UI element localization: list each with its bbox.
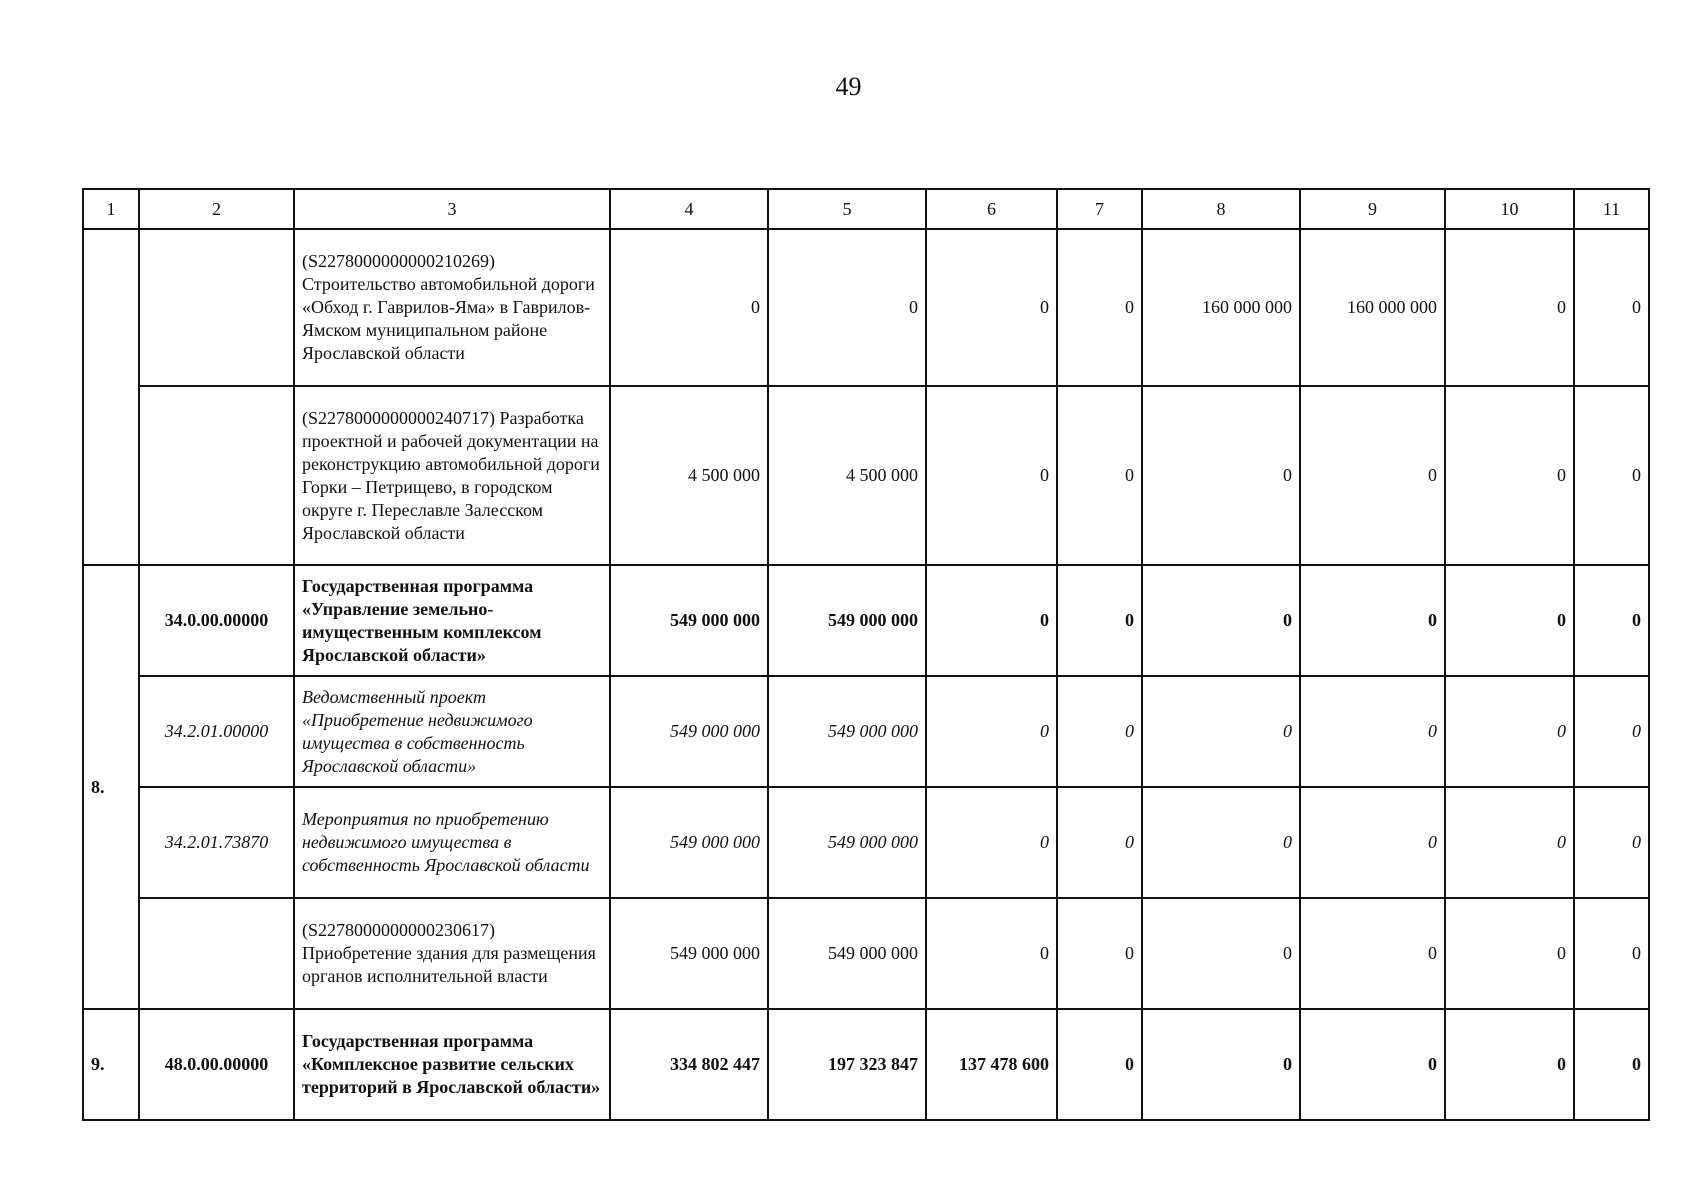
row-code: 34.0.00.00000 (139, 565, 294, 676)
value-cell: 0 (1445, 787, 1574, 898)
value-cell: 4 500 000 (610, 386, 768, 565)
value-cell: 0 (1300, 565, 1445, 676)
value-cell: 0 (926, 676, 1057, 787)
value-cell: 0 (1445, 676, 1574, 787)
value-cell: 0 (1057, 898, 1142, 1009)
column-header: 7 (1057, 189, 1142, 229)
row-description: Государственная программа «Комплексное развитие сельских территорий в Ярославской области» (294, 1009, 610, 1120)
row-code (139, 229, 294, 386)
row-number: 9. (83, 1009, 139, 1120)
value-cell: 549 000 000 (610, 787, 768, 898)
value-cell: 0 (1300, 676, 1445, 787)
table-row (83, 1009, 1649, 1120)
value-cell: 549 000 000 (610, 898, 768, 1009)
table-row (83, 898, 1649, 1009)
column-header: 9 (1300, 189, 1445, 229)
value-cell: 549 000 000 (768, 565, 926, 676)
value-cell: 0 (1142, 1009, 1300, 1120)
value-cell: 0 (1445, 386, 1574, 565)
budget-table (82, 188, 1650, 1121)
value-cell: 160 000 000 (1300, 229, 1445, 386)
value-cell: 0 (1057, 1009, 1142, 1120)
column-header: 3 (294, 189, 610, 229)
row-description: Мероприятия по приобретению недвижимого имущества в собственность Ярославской области (294, 787, 610, 898)
value-cell: 0 (1574, 565, 1649, 676)
value-cell: 0 (1057, 229, 1142, 386)
table-header-row (83, 189, 1649, 229)
row-code: 34.2.01.73870 (139, 787, 294, 898)
row-description: (S2278000000000240717) Разработка проектной и рабочей документации на реконструкцию автомобильной дороги Горки – Петрищево, в городском округе г. Переславле Залесском Ярославской области (294, 386, 610, 565)
value-cell: 0 (1300, 787, 1445, 898)
row-code (139, 898, 294, 1009)
table-row (83, 386, 1649, 565)
table-row (83, 676, 1649, 787)
column-header: 2 (139, 189, 294, 229)
value-cell: 0 (926, 565, 1057, 676)
value-cell: 0 (1142, 565, 1300, 676)
row-description: (S2278000000000210269) Строительство автомобильной дороги «Обход г. Гаврилов-Яма» в Гаврилов-Ямском муниципальном районе Ярославской области (294, 229, 610, 386)
column-header: 10 (1445, 189, 1574, 229)
value-cell: 549 000 000 (610, 565, 768, 676)
value-cell: 4 500 000 (768, 386, 926, 565)
value-cell: 0 (926, 898, 1057, 1009)
value-cell: 0 (1142, 676, 1300, 787)
value-cell: 0 (1445, 898, 1574, 1009)
value-cell: 137 478 600 (926, 1009, 1057, 1120)
value-cell: 334 802 447 (610, 1009, 768, 1120)
value-cell: 0 (926, 386, 1057, 565)
value-cell: 0 (1574, 787, 1649, 898)
page-number: 49 (835, 72, 862, 101)
value-cell: 0 (1445, 1009, 1574, 1120)
value-cell: 0 (1574, 676, 1649, 787)
column-header: 5 (768, 189, 926, 229)
row-number (83, 229, 139, 565)
value-cell: 0 (1057, 565, 1142, 676)
value-cell: 0 (1142, 386, 1300, 565)
value-cell: 549 000 000 (610, 676, 768, 787)
value-cell: 0 (1057, 386, 1142, 565)
value-cell: 0 (1445, 229, 1574, 386)
value-cell: 0 (1300, 386, 1445, 565)
table-row (83, 229, 1649, 386)
value-cell: 0 (768, 229, 926, 386)
column-header: 4 (610, 189, 768, 229)
value-cell: 160 000 000 (1142, 229, 1300, 386)
value-cell: 0 (1300, 898, 1445, 1009)
value-cell: 0 (1574, 229, 1649, 386)
row-code: 34.2.01.00000 (139, 676, 294, 787)
row-description: Ведомственный проект «Приобретение недвижимого имущества в собственность Ярославской области» (294, 676, 610, 787)
column-header: 11 (1574, 189, 1649, 229)
value-cell: 0 (1574, 386, 1649, 565)
value-cell: 0 (1142, 898, 1300, 1009)
row-number: 8. (83, 565, 139, 1009)
row-description: (S2278000000000230617) Приобретение здания для размещения органов исполнительной власти (294, 898, 610, 1009)
column-header: 8 (1142, 189, 1300, 229)
value-cell: 549 000 000 (768, 676, 926, 787)
value-cell: 0 (926, 229, 1057, 386)
column-header: 6 (926, 189, 1057, 229)
row-code: 48.0.00.00000 (139, 1009, 294, 1120)
value-cell: 549 000 000 (768, 898, 926, 1009)
table-row (83, 787, 1649, 898)
value-cell: 0 (1142, 787, 1300, 898)
value-cell: 0 (1445, 565, 1574, 676)
value-cell: 0 (1057, 787, 1142, 898)
value-cell: 0 (1574, 1009, 1649, 1120)
column-header: 1 (83, 189, 139, 229)
value-cell: 197 323 847 (768, 1009, 926, 1120)
row-code (139, 386, 294, 565)
value-cell: 0 (1057, 676, 1142, 787)
value-cell: 0 (1300, 1009, 1445, 1120)
table-row (83, 565, 1649, 676)
row-description: Государственная программа «Управление земельно-имущественным комплексом Ярославской области» (294, 565, 610, 676)
value-cell: 549 000 000 (768, 787, 926, 898)
value-cell: 0 (610, 229, 768, 386)
value-cell: 0 (1574, 898, 1649, 1009)
value-cell: 0 (926, 787, 1057, 898)
